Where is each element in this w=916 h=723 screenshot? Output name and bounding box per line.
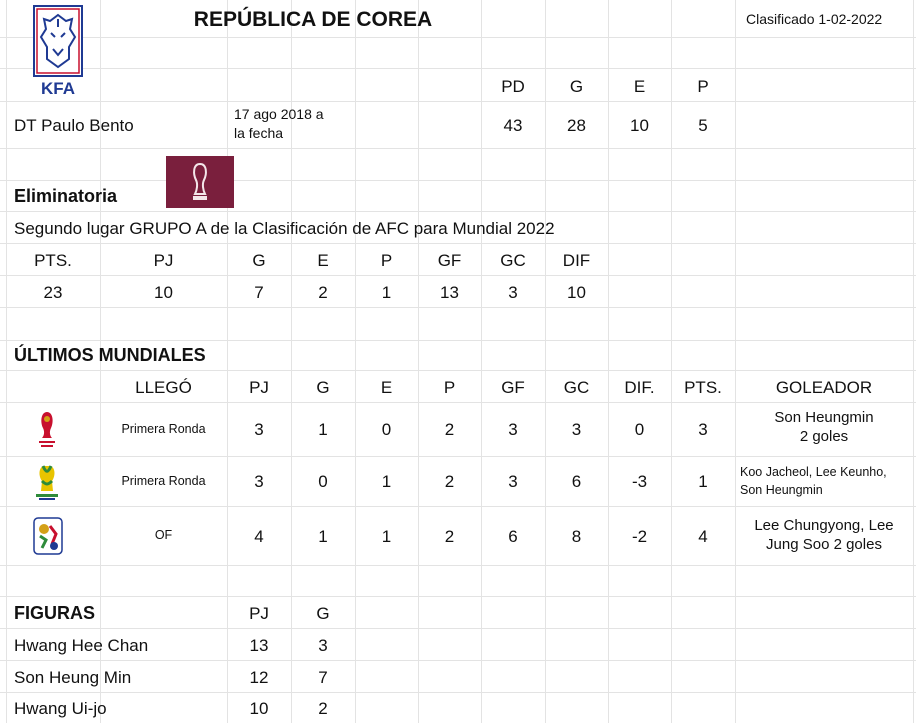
wc-header-gc: GC — [563, 378, 590, 397]
wc-row3-p: 2 — [444, 527, 455, 546]
wc-row2-scorer-line2: Son Heungmin — [740, 483, 823, 497]
south-africa-2010-logo — [30, 512, 66, 560]
wc-header-g: G — [316, 378, 330, 397]
wc-row3-e: 1 — [381, 527, 392, 546]
wc-header-e: E — [380, 378, 393, 397]
figure-row3-g: 2 — [318, 699, 328, 718]
tiger-emblem-icon — [33, 5, 83, 77]
coach-header-p: P — [697, 77, 709, 96]
wc-row2-gf: 3 — [508, 472, 518, 491]
qual-header-gc: GC — [500, 251, 526, 270]
figure-row2-pj: 12 — [249, 668, 269, 687]
wc-header-goleador: GOLEADOR — [775, 378, 873, 397]
russia-2018-icon — [36, 410, 58, 448]
wc-row3-g: 1 — [318, 527, 328, 546]
qual-value-pj: 10 — [154, 283, 173, 302]
wc-row2-stage: Primera Ronda — [121, 474, 206, 488]
wc-row3-dif: -2 — [631, 527, 648, 546]
figures-header-pj: PJ — [249, 604, 269, 623]
wc-row3-stage: OF — [154, 528, 173, 542]
kfa-logo — [30, 4, 86, 100]
wc-row2-pj: 3 — [254, 472, 264, 491]
qualifying-description: Segundo lugar GRUPO A de la Clasificación de AFC para Mundial 2022 — [14, 219, 555, 238]
wc-header-gf: GF — [501, 378, 525, 397]
wc-row1-scorer-line2: 2 goles — [799, 428, 849, 445]
wc-row1-e: 0 — [381, 420, 392, 439]
figure-row3-pj: 10 — [249, 699, 269, 718]
wc-row3-scorer-line2: Jung Soo 2 goles — [766, 536, 882, 553]
russia-2018-logo — [30, 406, 64, 452]
coach-header-e: E — [633, 77, 646, 96]
wc-row1-pj: 3 — [254, 420, 264, 439]
wc-header-llego: LLEGÓ — [135, 378, 192, 397]
wc-row3-gc: 8 — [571, 527, 582, 546]
coach-name: DT Paulo Bento — [14, 116, 134, 135]
coach-since-line1: 17 ago 2018 a — [234, 106, 324, 122]
wc-row2-p: 2 — [444, 472, 455, 491]
page-title: REPÚBLICA DE COREA — [193, 8, 433, 31]
wc-row1-gc: 3 — [571, 420, 582, 439]
brazil-2014-icon — [34, 463, 60, 501]
wc-row3-pts: 4 — [698, 527, 708, 546]
wc-row1-gf: 3 — [508, 420, 518, 439]
qual-value-dif: 10 — [567, 283, 586, 302]
figure-row3-name: Hwang Ui-jo — [14, 699, 107, 718]
coach-stat-e: 10 — [630, 116, 649, 135]
classified-date: Clasificado 1-02-2022 — [746, 11, 883, 27]
wc-header-pts: PTS. — [684, 378, 722, 397]
qual-header-pts: PTS. — [34, 251, 72, 270]
wc-row2-gc: 6 — [571, 472, 582, 491]
wc-row2-e: 1 — [381, 472, 392, 491]
figure-row1-name: Hwang Hee Chan — [14, 636, 149, 655]
figure-row1-g: 3 — [318, 636, 328, 655]
figures-title: FIGURAS — [14, 603, 95, 623]
wc-row1-scorer-line1: Son Heungmin — [774, 409, 874, 426]
wc-row1-pts: 3 — [698, 420, 708, 439]
qual-header-pj: PJ — [153, 251, 174, 270]
kfa-logo-text: KFA — [41, 79, 75, 98]
wc-row2-g: 0 — [318, 472, 328, 491]
wc-row1-p: 2 — [444, 420, 455, 439]
qual-value-pts: 23 — [43, 283, 63, 302]
south-africa-2010-icon — [32, 516, 64, 556]
qual-header-p: P — [380, 251, 393, 270]
coach-header-pd: PD — [501, 77, 525, 96]
qual-value-e: 2 — [318, 283, 328, 302]
wc-row2-pts: 1 — [698, 472, 708, 491]
wc-row1-dif: 0 — [634, 420, 645, 439]
wc-row2-scorer-line1: Koo Jacheol, Lee Keunho, — [740, 465, 887, 479]
coach-header-g: G — [569, 77, 584, 96]
qual-value-gf: 13 — [440, 283, 459, 302]
wc-row2-dif: -3 — [631, 472, 648, 491]
coach-stat-p: 5 — [698, 116, 708, 135]
qatar-2022-logo — [166, 156, 234, 208]
qual-value-g: 7 — [254, 283, 264, 302]
world-cups-title: ÚLTIMOS MUNDIALES — [14, 345, 206, 365]
wc-row3-scorer-line1: Lee Chungyong, Lee — [754, 517, 894, 534]
qual-header-gf: GF — [437, 251, 462, 270]
wc-row3-pj: 4 — [254, 527, 264, 546]
coach-stat-pd: 43 — [503, 116, 523, 135]
figure-row2-g: 7 — [318, 668, 328, 687]
qual-header-g: G — [252, 251, 266, 270]
figure-row1-pj: 13 — [249, 636, 269, 655]
qual-header-e: E — [317, 251, 329, 270]
wc-row1-g: 1 — [318, 420, 328, 439]
figure-row2-name: Son Heung Min — [14, 668, 132, 687]
wc-header-dif: DIF. — [624, 378, 655, 397]
figures-header-g: G — [316, 604, 330, 623]
coach-stat-g: 28 — [567, 116, 586, 135]
qual-header-dif: DIF — [562, 251, 591, 270]
world-cup-trophy-icon — [185, 160, 215, 204]
brazil-2014-logo — [30, 460, 64, 504]
wc-header-pj: PJ — [249, 378, 269, 397]
qual-value-gc: 3 — [508, 283, 518, 302]
wc-row1-stage: Primera Ronda — [121, 422, 206, 436]
qual-value-p: 1 — [381, 283, 392, 302]
wc-row3-gf: 6 — [508, 527, 518, 546]
coach-since-line2: la fecha — [234, 125, 284, 141]
qualifying-title: Eliminatoria — [14, 186, 118, 206]
wc-header-p: P — [443, 378, 456, 397]
